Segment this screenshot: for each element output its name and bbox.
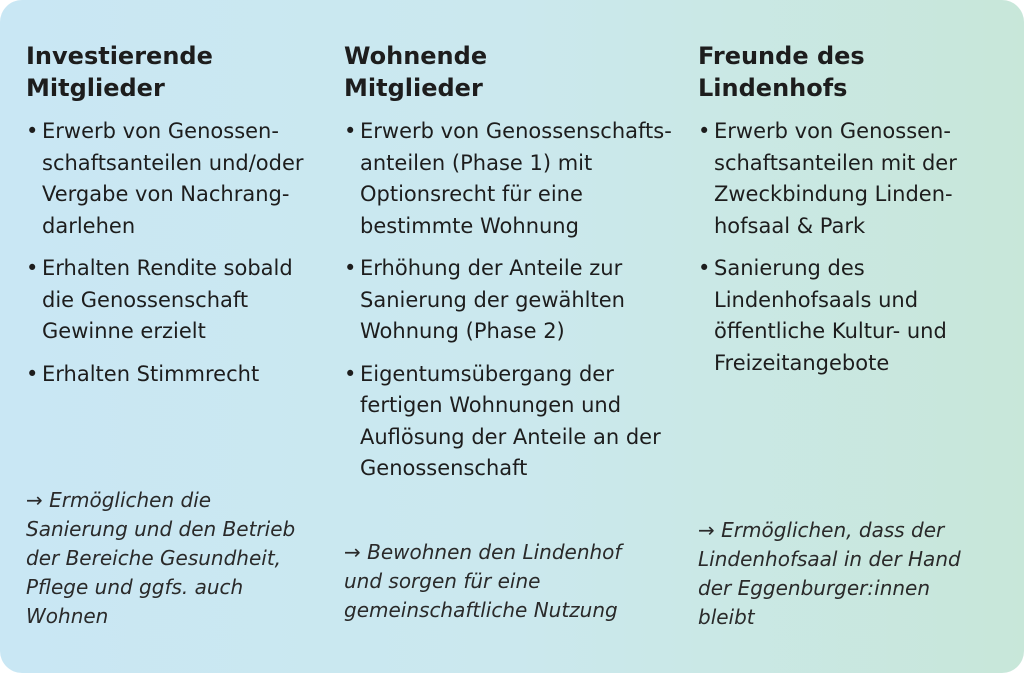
column-outcome: → Bewohnen den Lindenhof und sorgen für eine gemeinschaftliche Nutzung (344, 540, 622, 622)
list-item (698, 116, 957, 242)
column-list (344, 116, 672, 496)
bullet-icon: • (698, 256, 711, 280)
column-title: Wohnende Mitglieder (344, 42, 488, 102)
column-list (698, 116, 957, 390)
list-item-text: Erwerb von Genossenschafts- anteilen (Phase 1) mit Optionsrecht für eine bestimmte Wohnung (360, 119, 672, 238)
list-item (26, 116, 304, 242)
list-item-text: Erwerb von Genossen- schaftsanteilen mit der Zweckbindung Linden- hofsaal & Park (714, 119, 957, 238)
list-item (344, 253, 672, 348)
bullet-icon: • (344, 119, 357, 143)
column-title: Freunde des Lindenhofs (698, 42, 865, 102)
list-item-text: Erhöhung der Anteile zur Sanierung der gewählten Wohnung (Phase 2) (360, 256, 625, 343)
list-item-text: Erhalten Stimmrecht (42, 361, 260, 386)
list-item (344, 116, 672, 242)
column-outcome: → Ermöglichen, dass der Lindenhofsaal in der Hand der Eggenburger:innen bleibt (698, 518, 961, 629)
list-item-text: Sanierung des Lindenhofsaals und öffentliche Kultur- und Freizeitangebote (714, 256, 947, 375)
column-list (26, 116, 304, 401)
list-item (26, 253, 304, 348)
list-item (344, 359, 672, 485)
bullet-icon: • (26, 256, 39, 280)
list-item-text: Eigentumsübergang der fertigen Wohnungen und Auflösung der Anteile an der Genossenschaft (360, 361, 661, 480)
list-item (26, 359, 304, 391)
bullet-icon: • (344, 361, 357, 386)
bullet-icon: • (26, 119, 39, 143)
column-outcome: → Ermöglichen die Sanierung und den Betrieb der Bereiche Gesundheit, Pflege und ggfs. auch Wohnen (26, 488, 296, 628)
list-item-text: Erhalten Rendite sobald die Genossenschaft Gewinne erzielt (42, 256, 293, 343)
bullet-icon: • (26, 361, 39, 386)
list-item (698, 253, 957, 379)
list-item-text: Erwerb von Genossen- schaftsanteilen und/oder Vergabe von Nachrang- darlehen (42, 119, 304, 238)
column-title: Investierende Mitglieder (26, 42, 213, 102)
bullet-icon: • (344, 256, 357, 280)
bullet-icon: • (698, 119, 711, 143)
